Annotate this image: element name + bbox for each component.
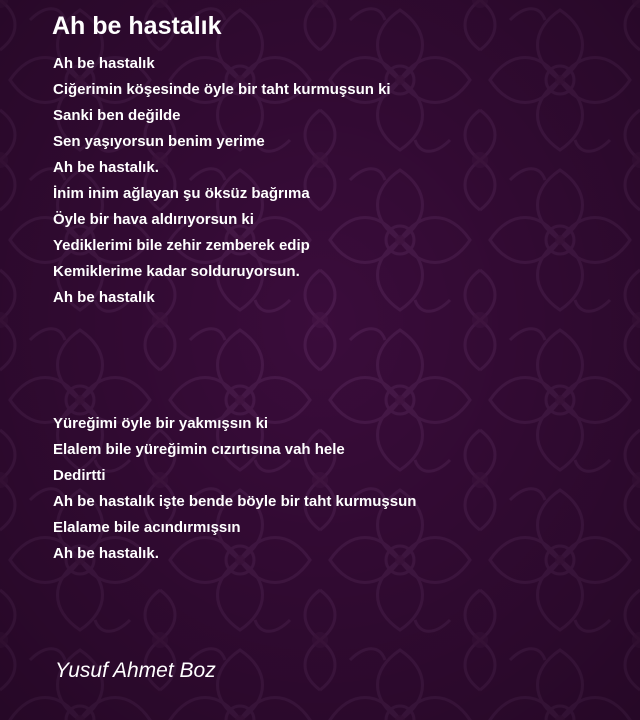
- poem-stanza-2: [53, 411, 416, 567]
- poem-line: Ah be hastalık.: [53, 159, 159, 176]
- poem-line: Öyle bir hava aldırıyorsun ki: [53, 211, 254, 228]
- poem-line: Ah be hastalık: [53, 289, 155, 306]
- poem-line: Sen yaşıyorsun benim yerime: [53, 133, 265, 150]
- poem-line: Sanki ben değilde: [53, 107, 181, 124]
- poem-title: Ah be hastalık: [52, 12, 222, 40]
- poem-line: Yüreğimi öyle bir yakmışsın ki: [53, 415, 269, 432]
- poem-line: Elalem bile yüreğimin cızırtısına vah hele: [53, 441, 345, 458]
- poem-line: Dedirtti: [53, 467, 106, 484]
- poem-line: İnim inim ağlayan şu öksüz bağrıma: [53, 185, 310, 202]
- poem-line: Ah be hastalık: [53, 55, 155, 72]
- poem-line: Ah be hastalık.: [53, 545, 159, 562]
- poem-line: Yediklerimi bile zehir zemberek edip: [53, 237, 310, 254]
- poem-line: Ciğerimin köşesinde öyle bir taht kurmuşsun ki: [53, 81, 391, 98]
- poem-line: Ah be hastalık işte bende böyle bir taht kurmuşsun: [53, 493, 417, 510]
- poem-line: Kemiklerime kadar solduruyorsun.: [53, 263, 300, 280]
- poem-author: Yusuf Ahmet Boz: [55, 659, 216, 682]
- poem-line: Elalame bile acındırmışsın: [53, 519, 241, 536]
- poem-stanza-1: [53, 51, 391, 311]
